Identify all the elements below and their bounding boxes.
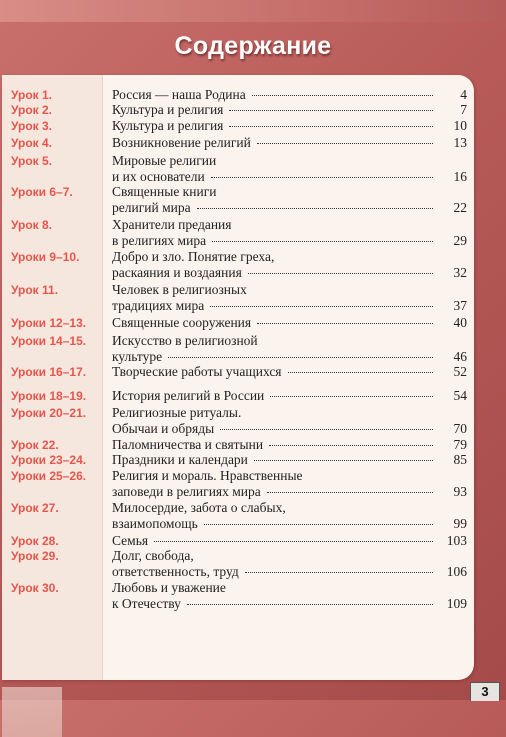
- title-text: Долг, свобода,: [112, 548, 194, 563]
- dot-leader: [257, 143, 433, 144]
- lesson-title: [112, 405, 467, 437]
- title-text: в религиях мира: [112, 233, 207, 248]
- lesson-title: [112, 437, 467, 453]
- title-text: Паломничества и святыни: [112, 437, 264, 452]
- title-line: [112, 596, 467, 612]
- page-ref: 16: [453, 169, 467, 184]
- page-ref: 40: [453, 315, 467, 330]
- lesson-title: [112, 364, 467, 380]
- title-line: [112, 364, 467, 380]
- title-text: Россия — наша Родина: [112, 87, 246, 102]
- dot-leader: [210, 306, 433, 307]
- page-ref: 22: [453, 200, 467, 215]
- title-text: к Отечеству: [112, 596, 181, 611]
- title-text: Семья: [112, 533, 149, 548]
- dot-leader: [168, 357, 433, 358]
- dot-leader: [211, 177, 433, 178]
- lesson-number: Урок 4.: [11, 136, 53, 150]
- page-ref: 79: [453, 437, 467, 452]
- page-ref: 70: [453, 421, 467, 436]
- lesson-number: Уроки 12–13.: [11, 316, 87, 330]
- title-line: [112, 118, 467, 134]
- dot-leader: [270, 396, 433, 397]
- title-line: [112, 405, 467, 421]
- page-number: 3: [470, 682, 500, 701]
- title-line: [112, 184, 467, 200]
- lesson-number: Уроки 14–15.: [11, 334, 87, 348]
- lesson-title: [112, 468, 467, 500]
- lesson-title: [112, 282, 467, 314]
- title-text: ответственность, труд: [112, 564, 239, 579]
- lesson-number: Урок 27.: [11, 501, 59, 515]
- lesson-title: [112, 533, 467, 549]
- title-text: традициях мира: [112, 298, 205, 313]
- page-ref: 106: [446, 564, 467, 579]
- lesson-title: [112, 548, 467, 580]
- lesson-number: Уроки 23–24.: [11, 453, 87, 467]
- title-line: [112, 200, 467, 216]
- title-text: Хранители предания: [112, 217, 232, 232]
- lesson-number: Уроки 16–17.: [11, 365, 87, 379]
- title-text: Мировые религии: [112, 153, 217, 168]
- title-line: [112, 249, 467, 265]
- title-text: Священные сооружения: [112, 315, 252, 330]
- lesson-number: Урок 3.: [11, 119, 53, 133]
- lesson-number: Урок 11.: [11, 283, 59, 297]
- page-ref: 4: [460, 87, 467, 102]
- decorative-corner: [2, 687, 62, 737]
- dot-leader: [269, 445, 433, 446]
- title-line: [112, 516, 467, 532]
- title-line: [112, 421, 467, 437]
- dot-leader: [154, 541, 433, 542]
- title-text: взаимопомощь: [112, 516, 198, 531]
- title-line: [112, 548, 467, 564]
- title-line: [112, 533, 467, 549]
- title-text: Обычаи и обряды: [112, 421, 215, 436]
- title-text: Праздники и календари: [112, 452, 248, 467]
- title-line: [112, 298, 467, 314]
- dot-leader: [245, 572, 433, 573]
- page-ref: 99: [453, 516, 467, 531]
- lesson-title: [112, 217, 467, 249]
- lesson-title: [112, 315, 467, 331]
- title-line: [112, 437, 467, 453]
- title-text: Священные книги: [112, 184, 217, 199]
- page-ref: 93: [453, 484, 467, 499]
- lesson-title: [112, 87, 467, 103]
- title-line: [112, 564, 467, 580]
- lesson-title: [112, 333, 467, 365]
- page-ref: 85: [453, 452, 467, 467]
- page-ref: 103: [446, 533, 467, 548]
- title-text: Милосердие, забота о слабых,: [112, 500, 286, 515]
- page-ref: 54: [453, 388, 467, 403]
- lesson-number: Урок 1.: [11, 88, 53, 102]
- title-line: [112, 135, 467, 151]
- dot-leader: [187, 604, 433, 605]
- title-text: заповеди в религиях мира: [112, 484, 261, 499]
- page-ref: 37: [453, 298, 467, 313]
- title-text: Религиозные ритуалы.: [112, 405, 242, 420]
- title-line: [112, 233, 467, 249]
- lesson-title: [112, 388, 467, 404]
- dot-leader: [212, 241, 433, 242]
- title-line: [112, 169, 467, 185]
- title-text: Искусство в религиозной: [112, 333, 258, 348]
- title-line: [112, 333, 467, 349]
- title-line: [112, 484, 467, 500]
- lesson-number: Уроки 18–19.: [11, 389, 87, 403]
- page-ref: 29: [453, 233, 467, 248]
- dot-leader: [197, 208, 433, 209]
- title-line: [112, 265, 467, 281]
- lesson-number: Урок 8.: [11, 218, 53, 232]
- lesson-number: Уроки 20–21.: [11, 406, 87, 420]
- title-text: религий мира: [112, 200, 191, 215]
- lesson-number: Урок 29.: [11, 549, 59, 563]
- lesson-title: [112, 452, 467, 468]
- title-text: и их основатели: [112, 169, 205, 184]
- lesson-number: Урок 2.: [11, 103, 53, 117]
- title-text: Добро и зло. Понятие греха,: [112, 249, 275, 264]
- title-line: [112, 102, 467, 118]
- dot-leader: [267, 492, 433, 493]
- title-line: [112, 217, 467, 233]
- title-line: [112, 500, 467, 516]
- title-text: культуре: [112, 349, 163, 364]
- dot-leader: [204, 524, 433, 525]
- title-line: [112, 315, 467, 331]
- title-line: [112, 282, 467, 298]
- toc-card: [2, 75, 474, 680]
- dot-leader: [257, 323, 433, 324]
- lesson-number: Урок 22.: [11, 438, 59, 452]
- lesson-number: Уроки 6–7.: [11, 185, 73, 199]
- page-ref: 46: [453, 349, 467, 364]
- title-text: Культура и религия: [112, 102, 224, 117]
- title-line: [112, 349, 467, 365]
- title-line: [112, 388, 467, 404]
- page-ref: 109: [446, 596, 467, 611]
- dot-leader: [254, 460, 433, 461]
- dot-leader: [229, 126, 433, 127]
- title-text: раскаяния и воздаяния: [112, 265, 242, 280]
- top-decor-strip: [0, 0, 506, 22]
- dot-leader: [229, 110, 433, 111]
- title-text: Возникновение религий: [112, 135, 251, 150]
- title-text: История религий в России: [112, 388, 265, 403]
- title-line: [112, 580, 467, 596]
- title-line: [112, 153, 467, 169]
- title-text: Культура и религия: [112, 118, 224, 133]
- lesson-number: Урок 5.: [11, 154, 53, 168]
- lesson-title: [112, 102, 467, 118]
- lesson-title: [112, 580, 467, 612]
- lesson-number: Урок 28.: [11, 534, 59, 548]
- title-line: [112, 452, 467, 468]
- title-text: Религия и мораль. Нравственные: [112, 468, 303, 483]
- lesson-number: Урок 30.: [11, 581, 59, 595]
- title-text: Творческие работы учащихся: [112, 364, 282, 379]
- title-line: [112, 87, 467, 103]
- lesson-title: [112, 500, 467, 532]
- page-title: Содержание: [174, 32, 332, 60]
- lesson-number: Уроки 25–26.: [11, 469, 87, 483]
- lesson-number: Уроки 9–10.: [11, 250, 80, 264]
- lesson-title: [112, 153, 467, 185]
- dot-leader: [248, 273, 433, 274]
- lesson-title: [112, 184, 467, 216]
- page-ref: 13: [453, 135, 467, 150]
- page-ref: 7: [460, 102, 467, 117]
- title-text: Человек в религиозных: [112, 282, 247, 297]
- lesson-title: [112, 249, 467, 281]
- dot-leader: [288, 372, 433, 373]
- title-line: [112, 468, 467, 484]
- page-ref: 52: [453, 364, 467, 379]
- dot-leader: [252, 95, 433, 96]
- lesson-title: [112, 135, 467, 151]
- lesson-title: [112, 118, 467, 134]
- title-text: Любовь и уважение: [112, 580, 226, 595]
- dot-leader: [220, 429, 433, 430]
- page-ref: 10: [453, 118, 467, 133]
- page-ref: 32: [453, 265, 467, 280]
